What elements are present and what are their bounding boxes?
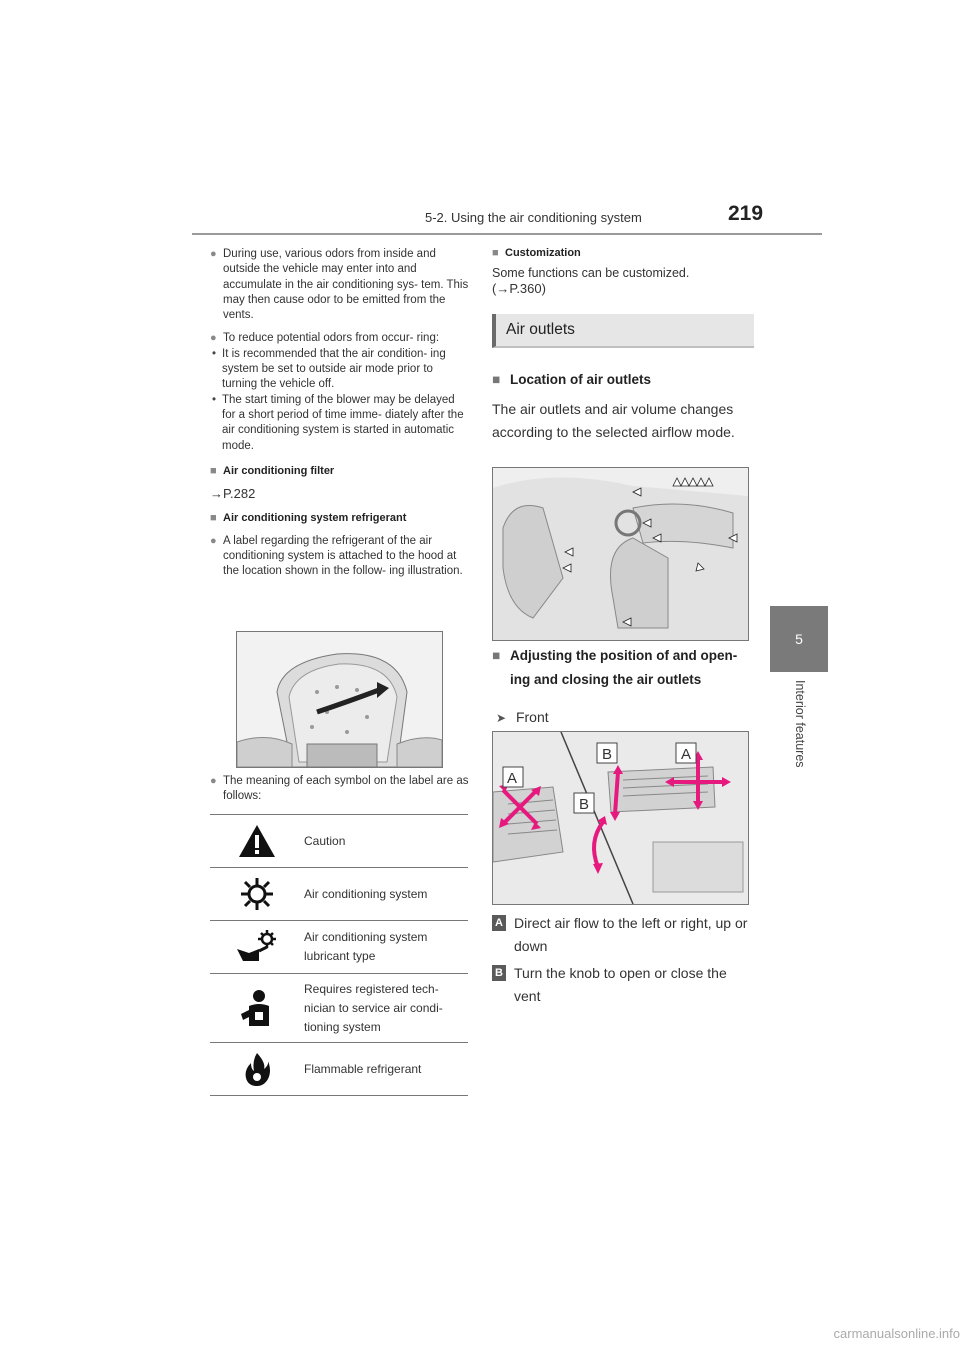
definition-text: Turn the knob to open or close the vent [514,965,727,1004]
symbol-row [210,1043,468,1096]
symbol-row [210,868,468,921]
cabin-air-outlets-illustration [492,467,749,641]
symbol-text: Caution [304,833,346,848]
front-label: Front [515,709,549,725]
customization-page-ref[interactable]: (→P.360) [492,281,546,296]
adjust-heading: ■ Adjusting the position of and open- ing and closing the air outlets [492,644,754,692]
symbol-text: Requires registered tech- nician to service air condi- tioning system [304,981,443,1034]
section-title: Air outlets [506,321,575,338]
symbol-intro [210,774,470,813]
filter-page-ref[interactable]: →P.282 [210,486,256,502]
chapter-label-text: Interior features [793,680,807,768]
label-location-bullet: ● A label regarding the refrigerant of the air conditioning system is attached to the hood at the location shown in the follow- ing illustration. [210,534,470,580]
header-rule [192,233,822,235]
symbol-text: Air conditioning system [304,886,428,901]
chapter-tab [770,606,828,672]
arrow-right-icon: ➤ [496,711,507,725]
reduce-odor-bullet: ● To reduce potential odors from occur- ring: [210,331,470,346]
air-outlets-section-bar [492,314,754,348]
symbol-table [210,814,468,1096]
chapter-number: 5 [795,631,803,647]
customization-heading: ■ Customization [492,247,754,259]
definition-text: Direct air flow to the left or right, up or down [514,915,748,954]
definition-a [492,912,754,958]
hood-label-illustration [236,631,443,768]
fig-label-a: A [681,746,692,763]
caution-icon [210,823,304,859]
label-a-badge: A [492,915,506,931]
left-column [210,247,470,588]
header-section-title: 5-2. Using the air conditioning system [425,210,642,225]
symbol-meaning-bullet: ● The meaning of each symbol on the label are as follows: [210,774,470,805]
label-b-badge: B [492,965,506,981]
fig-label-b: B [579,796,590,813]
blower-timing-item: • The start timing of the blower may be delayed for a short period of time imme- diately after the air conditioning system is started in automatic mode. [210,393,470,454]
filter-heading: ■ Air conditioning filter [210,464,470,479]
symbol-text: Flammable refrigerant [304,1061,422,1076]
snowflake-icon [210,876,304,912]
fig-label-a: A [507,770,518,787]
front-subheading [492,706,754,730]
right-column [492,247,754,444]
chapter-label [760,680,840,790]
symbol-row [210,974,468,1043]
page-number: 219 [728,202,764,225]
definition-b [492,962,754,1008]
symbol-row [210,815,468,868]
location-text: The air outlets and air volume changes according to the selected airflow mode. [492,401,735,440]
fig-label-b: B [602,746,613,763]
symbol-text: Air conditioning system lubricant type [304,930,428,963]
front-outlets-illustration [492,731,749,905]
symbol-row [210,921,468,974]
odor-bullet: ● During use, various odors from inside and outside the vehicle may enter into and accumulate in the air conditioning sys- tem. This may then cause odor to be emitted from the vents. [210,247,470,323]
flame-icon [210,1051,304,1087]
technician-icon [210,988,304,1028]
refrigerant-heading: ■ Air conditioning system refrigerant [210,511,470,526]
adjust-block [492,644,754,730]
customization-text: Some functions can be customized. [492,266,690,280]
watermark: carmanualsonline.info [833,1326,960,1341]
location-heading: ■ Location of air outlets [492,368,754,392]
oil-can-snowflake-icon [210,929,304,965]
outside-air-item: • It is recommended that the air condition- ing system be set to outside air mode prior to turning the vehicle off. [210,347,470,393]
